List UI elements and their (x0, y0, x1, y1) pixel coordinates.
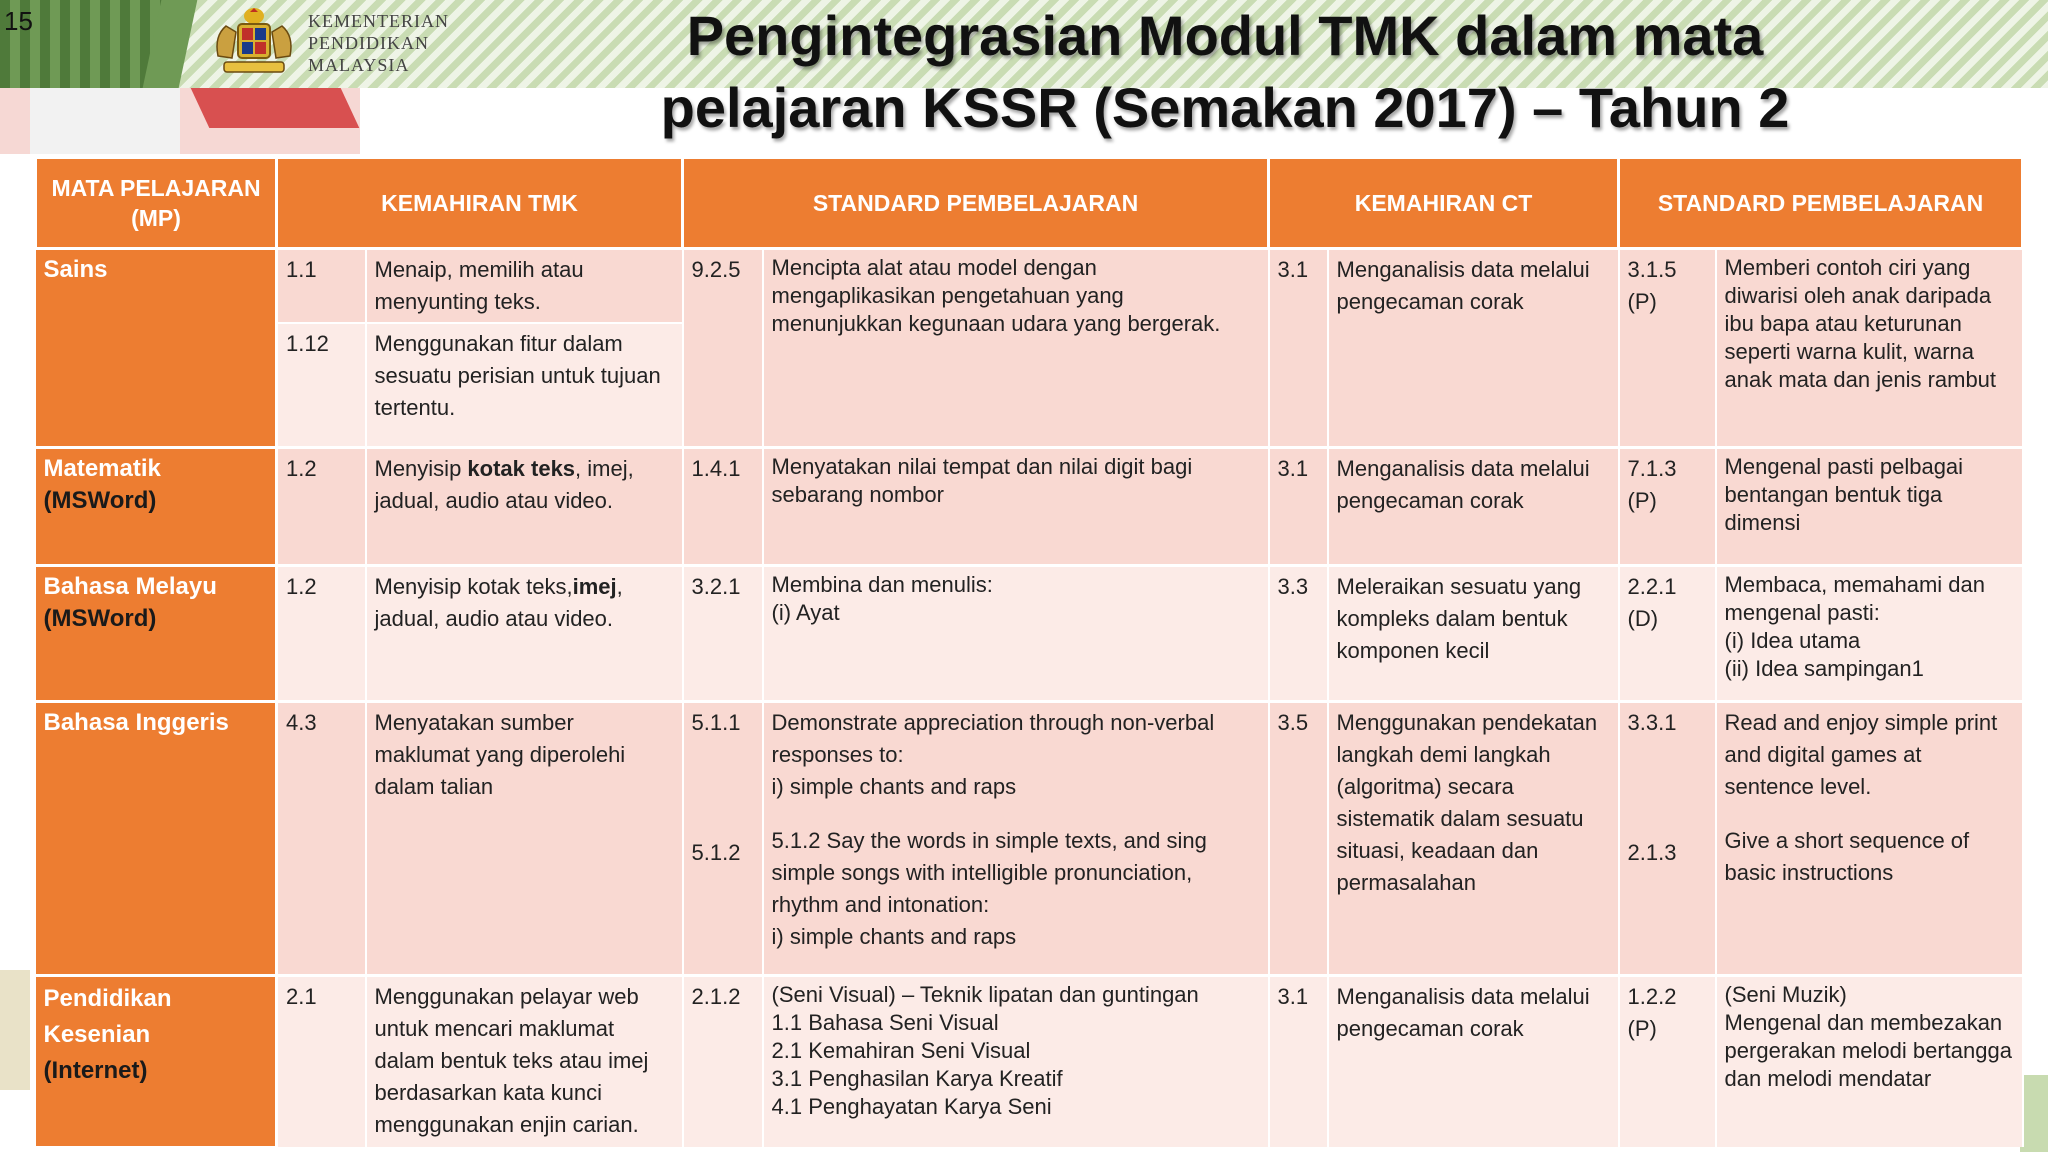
sp2-line: Read and enjoy simple print and digital games at sentence level. (1724, 709, 1998, 799)
sp2-line: Mengenal dan membezakan pergerakan melodi bertangga dan melodi mendatar (1724, 1009, 2012, 1091)
tmk-text-part: Menyisip kotak teks, (374, 573, 573, 599)
sp-line: 2.1 Kemahiran Seni Visual (771, 1037, 1031, 1063)
sp2-code (1619, 701, 1716, 975)
tmk-text-part: Menyisip (374, 455, 468, 481)
ministry-name (308, 10, 449, 76)
sp-text: Menyatakan nilai tempat dan nilai digit bagi sebarang nombor (763, 447, 1269, 565)
ct-text: Meleraikan sesuatu yang kompleks dalam bentuk komponen kecil (1328, 565, 1619, 701)
spacer (692, 739, 754, 837)
tmk-text: Menggunakan pelayar web untuk mencari maklumat dalam bentuk teks atau imej berdasarkan kata kunci menggunakan enjin carian. (366, 975, 683, 1147)
ct-text: Menganalisis data melalui pengecaman corak (1328, 249, 1619, 448)
ct-text: Menganalisis data melalui pengecaman corak (1328, 975, 1619, 1147)
tmk-text-part: , imej, jadual, audio atau video. (374, 455, 634, 513)
ministry-line: MALAYSIA (308, 55, 410, 75)
sp2-code-1: 3.3.1 (1627, 709, 1677, 735)
subject-matematik (36, 447, 277, 565)
page-number: 15 (4, 6, 33, 36)
tmk-code: 1.2 (277, 447, 366, 565)
tmk-text: Menggunakan fitur dalam sesuatu perisian untuk tujuan tertentu. (366, 323, 683, 447)
subject-tool: (MSWord) (43, 486, 157, 514)
subject-sains (36, 249, 277, 448)
tmk-code: 4.3 (277, 701, 366, 975)
decorative-shape-left (0, 970, 30, 1090)
table-row-bahasa-melayu (36, 565, 2023, 701)
tmk-text (366, 447, 683, 565)
sp2-code: 1.2.2 (P) (1619, 975, 1716, 1147)
sp2-code: 3.1.5 (P) (1619, 249, 1716, 448)
spacer (1725, 803, 2014, 825)
sp2-line: Give a short sequence of basic instructions (1724, 827, 1970, 885)
sp-text: Mencipta alat atau model dengan mengaplikasikan pengetahuan yang menunjukkan kegunaan udara yang bergerak. (763, 249, 1269, 448)
tmk-code: 2.1 (277, 975, 366, 1147)
spacer (1628, 739, 1707, 837)
table-row-sains (36, 249, 2023, 324)
sp2-line: (Seni Muzik) (1724, 981, 1847, 1007)
sp-text (763, 701, 1269, 975)
sp2-text: Mengenal pasti pelbagai bentangan bentuk tiga dimensi (1716, 447, 2023, 565)
tmk-text: Menyatakan sumber maklumat yang diperolehi dalam talian (366, 701, 683, 975)
tmk-text-bold: imej (572, 573, 617, 599)
subject-tool: (Internet) (43, 1056, 148, 1084)
decorative-shape-right (2020, 1075, 2048, 1152)
subject-label: Sains (43, 256, 108, 283)
sp-text (763, 565, 1269, 701)
tmk-text-bold: kotak teks (467, 455, 576, 481)
sp2-line: (i) Idea utama (1724, 627, 1861, 653)
table-row-bahasa-inggeris (36, 701, 2023, 975)
sp-text (763, 975, 1269, 1147)
sp2-text (1716, 565, 2023, 701)
title-line-2: pelajaran KSSR (Semakan 2017) – Tahun 2 (660, 76, 1790, 139)
sp-line: (i) Ayat (771, 599, 840, 625)
sp2-code: 7.1.3 (P) (1619, 447, 1716, 565)
subject-label: Matematik (43, 454, 161, 482)
sp2-code: 2.2.1 (D) (1619, 565, 1716, 701)
ct-text: Menganalisis data melalui pengecaman corak (1328, 447, 1619, 565)
sp2-line: Membaca, memahami dan mengenal pasti: (1724, 571, 1985, 625)
sp-code-1: 5.1.1 (691, 709, 741, 735)
ministry-crest-icon (210, 6, 298, 78)
subject-bahasa-melayu (36, 565, 277, 701)
sp2-code-2: 2.1.3 (1627, 839, 1677, 865)
title-line-1: Pengintegrasian Modul TMK dalam mata (686, 4, 1764, 67)
ct-code: 3.3 (1269, 565, 1328, 701)
subject-label: Pendidikan (43, 984, 172, 1012)
spacer (772, 803, 1260, 825)
sp-code: 3.2.1 (683, 565, 763, 701)
sp-code: 2.1.2 (683, 975, 763, 1147)
ct-code: 3.1 (1269, 975, 1328, 1147)
header-standard-pembelajaran: STANDARD PEMBELAJARAN (683, 158, 1269, 249)
sp-line: (Seni Visual) – Teknik lipatan dan guntingan (771, 981, 1199, 1007)
header-kemahiran-tmk: KEMAHIRAN TMK (277, 158, 683, 249)
sp-line: i) simple chants and raps (771, 923, 1017, 949)
ct-code: 3.1 (1269, 447, 1328, 565)
sp2-text (1716, 701, 2023, 975)
tmk-text (366, 565, 683, 701)
sp-line: i) simple chants and raps (771, 773, 1017, 799)
table-row-pendidikan-kesenian (36, 975, 2023, 1147)
subject-pendidikan-kesenian (36, 975, 277, 1147)
tmk-code: 1.12 (277, 323, 366, 447)
sp-code: 1.4.1 (683, 447, 763, 565)
sp-code-2: 5.1.2 (691, 839, 741, 865)
tmk-text-part: , jadual, audio atau video. (374, 573, 623, 631)
sp-line: Demonstrate appreciation through non-verbal responses to: (771, 709, 1215, 767)
ministry-line: PENDIDIKAN (308, 33, 429, 53)
sp-line: 1.1 Bahasa Seni Visual (771, 1009, 999, 1035)
sp-line: 5.1.2 Say the words in simple texts, and sing simple songs with intelligible pronunciation, rhythm and intonation: (771, 827, 1207, 917)
ministry-line: KEMENTERIAN (308, 11, 449, 31)
sp2-text (1716, 975, 2023, 1147)
sp-code (683, 701, 763, 975)
ct-code: 3.1 (1269, 249, 1328, 448)
sp2-text: Memberi contoh ciri yang diwarisi oleh anak daripada ibu bapa atau keturunan seperti warna kulit, warna anak mata dan jenis rambut (1716, 249, 2023, 448)
tmk-code: 1.2 (277, 565, 366, 701)
table-row-matematik (36, 447, 2023, 565)
subject-tool: (MSWord) (43, 604, 157, 632)
subject-bahasa-inggeris (36, 701, 277, 975)
sp-line: 3.1 Penghasilan Karya Kreatif (771, 1065, 1063, 1091)
header-standard-pembelajaran-2: STANDARD PEMBELAJARAN (1619, 158, 2023, 249)
decorative-shape (0, 88, 360, 154)
ct-code: 3.5 (1269, 701, 1328, 975)
sp-line: 4.1 Penghayatan Karya Seni (771, 1093, 1052, 1119)
sp2-line: (ii) Idea sampingan1 (1724, 655, 1924, 681)
sp-line: Membina dan menulis: (771, 571, 993, 597)
tmk-code: 1.1 (277, 249, 366, 324)
header-row (36, 158, 2023, 249)
subject-label: Bahasa Inggeris (43, 708, 229, 736)
slide-title (500, 0, 1950, 144)
sp-code: 9.2.5 (683, 249, 763, 448)
subject-label: Kesenian (43, 1020, 151, 1048)
integration-table (34, 156, 2024, 1149)
tmk-text: Menaip, memilih atau menyunting teks. (366, 249, 683, 324)
ct-text: Menggunakan pendekatan langkah demi langkah (algoritma) secara sistematik dalam sesuatu situasi, keadaan dan permasalahan (1328, 701, 1619, 975)
header-kemahiran-ct: KEMAHIRAN CT (1269, 158, 1619, 249)
module-table (34, 156, 2021, 1149)
header-mata-pelajaran: MATA PELAJARAN (MP) (36, 158, 277, 249)
subject-label: Bahasa Melayu (43, 572, 217, 600)
